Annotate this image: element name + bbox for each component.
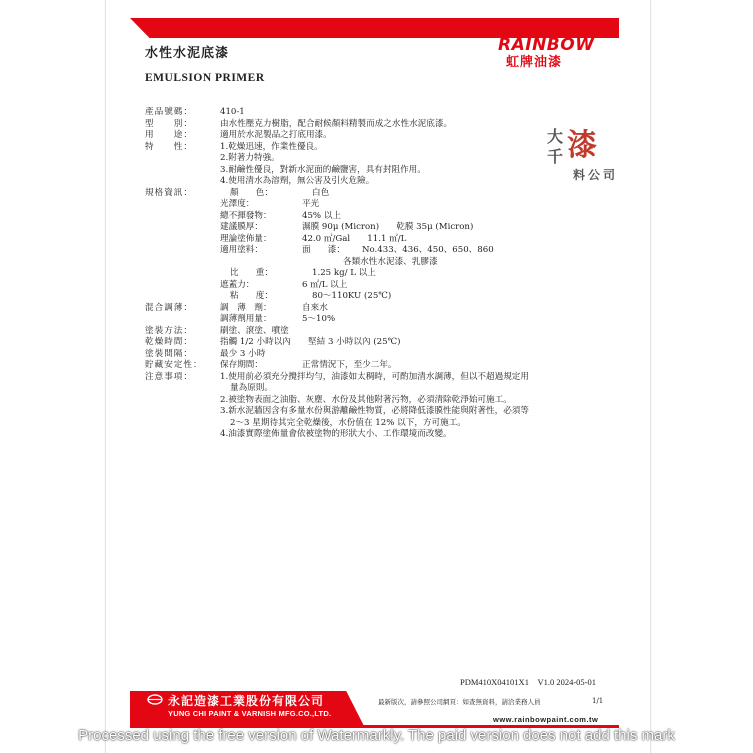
rainbow-logo-cn: 虹牌油漆 — [506, 55, 563, 70]
spec-gloss — [220, 199, 615, 211]
spec-value: No.433、436、450、650、860 — [362, 245, 494, 255]
specs-row — [145, 188, 615, 303]
stamp-char: 千 — [547, 147, 564, 166]
spec-sublabel: 面 漆： — [302, 245, 345, 255]
field-label: 塗裝方法： — [145, 325, 193, 336]
note-item: 量為原則。 — [230, 383, 273, 393]
feature-item: 3.耐鹼性優良，對新水泥面的鹼鹽害，具有封阻作用。 — [220, 164, 426, 175]
field-value: 適用於水泥製品之打底用漆。 — [220, 130, 332, 140]
feature-item: 1.乾燥迅速，作業性優良。 — [220, 141, 323, 152]
spec-topcoat — [220, 245, 615, 257]
spec-value: 45% 以上 — [302, 210, 342, 221]
specs-values — [220, 188, 615, 303]
field-label: 塗裝間隔： — [145, 348, 193, 359]
spec-value: 自來水 — [302, 302, 328, 313]
company-name-cn: 永記造漆工業股份有限公司 — [168, 694, 325, 708]
product-title-en: EMULSION PRIMER — [145, 72, 265, 84]
field-label: 產品號碼： — [145, 107, 193, 117]
spec-value: 濕膜 90μ (Micron) 乾膜 35μ (Micron) — [302, 222, 474, 232]
spec-sublabel: 顏 色： — [230, 187, 273, 198]
spec-sublabel: 調薄劑用量： — [220, 314, 272, 324]
notes-values — [220, 372, 615, 441]
field-value: 指觸 1/2 小時以內 堅結 3 小時以內 (25℃) — [220, 337, 401, 347]
field-label: 特 性： — [145, 141, 193, 152]
feature-item: 4.使用清水為溶劑，無公害及引火危險。 — [220, 176, 375, 186]
field-value: 410-1 — [220, 107, 245, 117]
note-item: 3.新水泥牆因含有多量水份與游離鹼性物質，必將降低漆膜性能與附著性，必須等 — [220, 406, 529, 416]
stamp-char: 司 — [603, 168, 616, 182]
note-item: 2.被塗物表面之油脂、灰塵、水份及其他附著污物，必須清除乾淨始可施工。 — [220, 394, 512, 405]
spec-value: 正常情況下，至少二年。 — [302, 360, 397, 370]
spec-sublabel: 調 薄 劑： — [220, 302, 272, 313]
spec-body — [145, 107, 615, 441]
spec-sublabel: 總不揮發物： — [220, 210, 272, 221]
spec-coverage — [220, 234, 615, 246]
spec-hiding — [220, 280, 615, 292]
rainbow-logo — [498, 35, 608, 79]
field-value: 刷塗、滾塗、噴塗 — [220, 325, 289, 336]
field-label: 貯藏安定性： — [145, 360, 203, 370]
website-link[interactable]: www.rainbowpaint.com.tw — [493, 715, 599, 724]
note-item: 2～3 星期待其完全乾燥後，水份值在 12% 以下，方可施工。 — [230, 417, 466, 428]
spec-color — [220, 188, 615, 200]
company-name — [168, 692, 331, 718]
spec-sublabel: 建議膜厚： — [220, 222, 263, 232]
spec-film — [220, 222, 615, 234]
spec-sublabel: 理論塗佈量： — [220, 233, 272, 244]
field-value: 最少 3 小時 — [220, 348, 266, 359]
stamp-char: 料 — [573, 168, 586, 182]
field-value — [220, 142, 615, 188]
feature-item: 2.附著力特強。 — [220, 153, 280, 163]
spec-gravity — [220, 268, 615, 280]
product-no-row — [145, 107, 615, 119]
version-note: 最新版次，請參照公司網頁：如查無資料，請洽業務人員 — [378, 698, 541, 706]
drying-row — [145, 337, 615, 349]
spec-sublabel: 光澤度： — [220, 199, 255, 209]
type-row — [145, 119, 615, 131]
stamp-char: 公 — [588, 168, 601, 182]
mixing-row — [145, 303, 615, 326]
interval-row — [145, 349, 615, 361]
field-label: 注意事項： — [145, 371, 193, 382]
field-value: 由水性壓克力樹脂，配合耐候顏料精製而成之水性水泥底漆。 — [220, 118, 453, 129]
field-value — [220, 360, 615, 372]
note-item: 1.使用前必須充分攪拌均勻，油漆如太稠時，可酌加清水調薄，但以不超過規定用 — [220, 371, 529, 382]
spec-value: 5～10% — [302, 314, 336, 324]
field-label: 乾燥時間： — [145, 337, 193, 347]
spec-topcoat-extra: 各類水性水泥漆、乳膠漆 — [343, 256, 438, 267]
stamp-char: 大 — [547, 127, 564, 146]
spec-value: 平光 — [302, 199, 320, 209]
mixing-values — [220, 303, 615, 326]
spec-viscosity — [220, 291, 615, 303]
notes-row — [145, 372, 615, 441]
spec-sublabel: 遮蓋力： — [220, 279, 255, 290]
spec-solids — [220, 211, 615, 223]
spec-value: 80～110KU (25℃) — [312, 291, 392, 301]
watermark-text: Processed using the free version of Watermarkly. The paid version does not add this mark — [78, 727, 675, 744]
document-id: PDM410X04101X1 V1.0 2024-05-01 — [460, 677, 597, 687]
stamp-char: 漆 — [567, 128, 597, 163]
spec-sublabel: 粘 度： — [230, 291, 273, 301]
mixing-thinner — [220, 303, 615, 315]
spec-value: 6 ㎡/L 以上 — [302, 279, 348, 290]
storage-row — [145, 360, 615, 372]
spec-sublabel: 保存期間： — [220, 360, 263, 370]
rainbow-logo-text: RAINBOW — [498, 35, 595, 55]
note-item: 4.油漆實際塗佈量會依被塗物的形狀大小、工作環境而改變。 — [220, 429, 452, 439]
field-label: 混合調薄： — [145, 302, 193, 313]
spec-value: 1.25 kg/ L 以上 — [312, 268, 376, 278]
field-label: 規格資訊： — [145, 187, 193, 198]
field-label: 型 別： — [145, 118, 193, 129]
spec-value: 42.0 ㎡/Gal 11.1 ㎡/L — [302, 233, 407, 244]
company-name-en: YUNG CHI PAINT & VARNISH MFG.CO.,LTD. — [168, 709, 332, 718]
spec-sublabel: 比 重： — [230, 268, 273, 278]
spec-sublabel: 適用塗料： — [220, 245, 263, 255]
method-row — [145, 326, 615, 338]
company-logo-icon — [147, 694, 163, 705]
product-title-cn: 水性水泥底漆 — [145, 46, 230, 61]
mixing-ratio — [220, 314, 615, 326]
usage-row — [145, 130, 615, 142]
field-label: 用 途： — [145, 130, 193, 140]
features-row — [145, 142, 615, 188]
spec-value: 白色 — [312, 187, 330, 198]
page-number: 1/1 — [592, 697, 604, 705]
